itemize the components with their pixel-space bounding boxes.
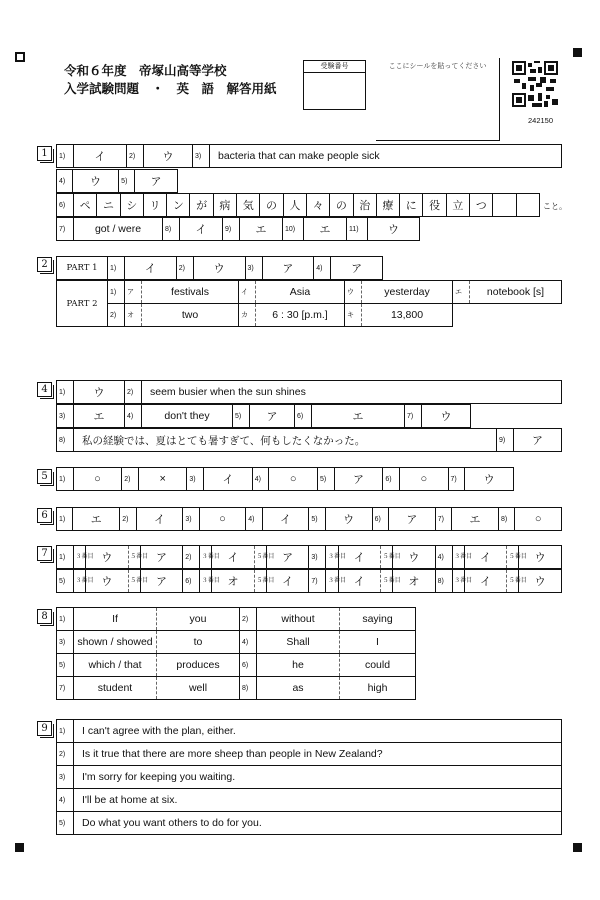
answer-cell[interactable]: ア (250, 405, 295, 428)
answer-cell[interactable]: ア (140, 546, 182, 569)
third-label-text: ３番目 (201, 578, 220, 585)
section-9-number: 9 (37, 721, 52, 736)
q-number: 2) (122, 468, 139, 491)
answer-cell[interactable]: saying (340, 608, 416, 631)
answer-cell[interactable]: イ (338, 570, 380, 593)
q-number: 7) (57, 218, 74, 241)
answer-cell[interactable]: Is it true that there are more sheep than people in New Zealand? (74, 743, 562, 766)
q-number: 4) (240, 631, 257, 654)
blank-key: イ (239, 281, 256, 304)
answer-cell[interactable]: ア (266, 546, 308, 569)
section-7-row-2 (56, 569, 562, 593)
third-label-text: ３番目 (75, 554, 94, 561)
answer-cell[interactable]: オ (212, 570, 254, 593)
q-number: 1) (57, 720, 74, 743)
third-label-text: ３番目 (201, 554, 220, 561)
fifth-label-text: ５番目 (508, 554, 527, 561)
answer-cell[interactable]: 6 : 30 [p.m.] (256, 304, 345, 327)
q-number: 3) (57, 631, 74, 654)
answer-cell[interactable]: well (157, 677, 240, 700)
char-cell[interactable]: ペ (74, 194, 97, 217)
registration-mark-bottom-left (15, 843, 24, 852)
answer-cell[interactable]: ウ (86, 570, 128, 593)
third-label-text: ３番目 (327, 578, 346, 585)
q-number: 5) (317, 468, 334, 491)
third-position-label (200, 546, 220, 569)
q-number: 3) (187, 468, 204, 491)
q-number: 7) (435, 508, 451, 531)
answer-cell[interactable]: I can't agree with the plan, either. (74, 720, 562, 743)
q-number: 4) (125, 405, 142, 428)
q-number: 9) (497, 429, 514, 452)
q-number: 7) (448, 468, 465, 491)
section-5-row (56, 467, 514, 491)
q-number: 8) (498, 508, 514, 531)
char-cell[interactable] (493, 194, 516, 217)
answer-cell[interactable]: ○ (400, 468, 448, 491)
q-number: 5) (233, 405, 250, 428)
q-number: 7) (57, 677, 74, 700)
answer-cell[interactable]: ウ (74, 381, 125, 404)
table-row (57, 743, 562, 766)
section-4-number: 4 (37, 382, 52, 397)
q-number: 2) (240, 608, 257, 631)
answer-cell[interactable]: エ (73, 508, 120, 531)
q-number: 3) (57, 766, 74, 789)
registration-mark-top-left (15, 52, 25, 62)
third-position-label (200, 570, 220, 593)
char-cell[interactable]: 々 (306, 194, 329, 217)
answer-cell[interactable]: you (157, 608, 240, 631)
char-cell[interactable]: の (330, 194, 353, 217)
blank-key: エ (453, 281, 470, 304)
answer-cell[interactable]: 13,800 (362, 304, 453, 327)
answer-cell[interactable]: ウ (325, 508, 372, 531)
registration-mark-top-right (573, 48, 582, 57)
answer-cell[interactable]: エ (74, 405, 125, 428)
answer-cell[interactable]: ○ (269, 468, 317, 491)
table-row (57, 608, 416, 631)
fifth-label-text: ５番目 (382, 578, 401, 585)
answer-cell[interactable]: イ (136, 508, 183, 531)
answer-cell[interactable]: イ (212, 546, 254, 569)
answer-cell[interactable]: ウ (144, 145, 193, 168)
part-2-label: PART 2 (57, 281, 108, 327)
answer-cell[interactable]: without (257, 608, 340, 631)
registration-mark-bottom-right (573, 843, 582, 852)
exam-number-label: 受験番号 (304, 61, 365, 73)
answer-cell[interactable]: ア (514, 429, 562, 452)
answer-cell[interactable]: ア (331, 257, 383, 280)
answer-cell[interactable]: ウ (193, 257, 245, 280)
q-number: 2) (125, 381, 142, 404)
answer-cell[interactable]: bacteria that can make people sick (210, 145, 562, 168)
answer-cell[interactable]: ア (134, 170, 177, 193)
q-number: 1) (57, 508, 73, 531)
q-number: 6) (183, 570, 200, 593)
answer-cell[interactable]: as (257, 677, 340, 700)
third-label-text: ３番目 (327, 554, 346, 561)
section-6-number: 6 (37, 508, 52, 523)
answer-cell[interactable]: yesterday (362, 281, 453, 304)
section-8-table (56, 607, 416, 700)
answer-cell[interactable]: got / were (74, 218, 163, 241)
section-8-number: 8 (37, 609, 52, 624)
q-number: 1) (108, 257, 125, 280)
answer-cell[interactable]: × (138, 468, 186, 491)
answer-cell[interactable]: which / that (74, 654, 157, 677)
char-cell[interactable]: 人 (283, 194, 306, 217)
sticker-label: ここにシールを貼ってください (388, 63, 487, 70)
fifth-label-text: ５番目 (382, 554, 401, 561)
answer-cell[interactable]: could (340, 654, 416, 677)
section-4-row-2 (56, 404, 471, 428)
char-cell[interactable] (516, 194, 539, 217)
fifth-position-label (254, 570, 275, 593)
q-number: 7) (309, 570, 326, 593)
section-1-row-1 (56, 144, 562, 168)
fifth-position-label (128, 546, 149, 569)
table-row (57, 720, 562, 743)
blank-key: ウ (345, 281, 362, 304)
answer-cell[interactable]: ウ (422, 405, 471, 428)
answer-cell[interactable]: ウ (465, 468, 514, 491)
answer-cell[interactable]: ウ (519, 546, 562, 569)
section-1-row-4 (56, 217, 420, 241)
q-number: 2) (108, 304, 125, 327)
fifth-label-text: ５番目 (256, 554, 275, 561)
part-1-label: PART 1 (57, 257, 108, 280)
q-number: 3) (193, 145, 210, 168)
section-7-row-1 (56, 545, 562, 569)
q-number: 1) (57, 468, 74, 491)
q-number: 6) (240, 654, 257, 677)
third-label-text: ３番目 (454, 554, 473, 561)
q-number: 1) (57, 608, 74, 631)
title-line-2: 入学試験問題 ・ 英 語 解答用紙 (64, 81, 277, 96)
table-row (57, 766, 562, 789)
empty-cell (453, 304, 562, 327)
fifth-label-text: ５番目 (130, 578, 149, 585)
q-number: 4) (57, 170, 73, 193)
char-cell[interactable]: 気 (237, 194, 260, 217)
q-number: 5) (57, 654, 74, 677)
table-row (57, 677, 416, 700)
fifth-position-label (507, 570, 527, 593)
q-number: 5) (57, 812, 74, 835)
fifth-position-label (507, 546, 527, 569)
q-number: 6) (372, 508, 388, 531)
title-line-1: 令和６年度 帝塚山高等学校 (64, 63, 227, 78)
answer-cell[interactable]: イ (125, 257, 177, 280)
section-1-row-2 (56, 169, 178, 193)
q-number: 1) (108, 281, 125, 304)
q-number: 9) (223, 218, 240, 241)
answer-cell[interactable]: イ (338, 546, 380, 569)
char-cell[interactable]: が (190, 194, 213, 217)
answer-cell[interactable]: イ (180, 218, 223, 241)
q-number: 2) (120, 508, 136, 531)
answer-cell[interactable]: イ (464, 546, 506, 569)
answer-cell[interactable]: イ (262, 508, 309, 531)
sticker-area (376, 58, 500, 141)
answer-cell[interactable]: 私の経験では、夏はとても暑すぎて、何もしたくなかった。 (74, 429, 497, 452)
blank-key: ア (125, 281, 142, 304)
answer-cell[interactable]: seem busier when the sun shines (142, 381, 562, 404)
table-row (57, 654, 416, 677)
q-number: 4) (57, 789, 74, 812)
answer-cell[interactable]: high (340, 677, 416, 700)
q-number: 4) (252, 468, 269, 491)
answer-cell[interactable]: don't they (142, 405, 233, 428)
char-cell[interactable]: 役 (423, 194, 446, 217)
char-cell[interactable]: の (260, 194, 283, 217)
answer-cell[interactable]: ウ (72, 170, 118, 193)
answer-cell[interactable]: ○ (199, 508, 245, 531)
qr-code-icon (512, 61, 558, 107)
answer-cell[interactable]: ○ (515, 508, 562, 531)
third-position-label (326, 546, 346, 569)
answer-cell[interactable]: ○ (73, 468, 121, 491)
char-cell[interactable]: リ (143, 194, 166, 217)
section-6-row (56, 507, 562, 531)
third-label-text: ３番目 (454, 578, 473, 585)
answer-cell[interactable]: エ (312, 405, 405, 428)
char-cell[interactable]: つ (470, 194, 493, 217)
code-number: 242150 (528, 116, 554, 125)
q-number: 4) (246, 508, 262, 531)
char-cell[interactable]: 治 (353, 194, 376, 217)
blank-key: カ (239, 304, 256, 327)
q-number: 3) (309, 546, 326, 569)
table-row (57, 631, 416, 654)
third-position-label (452, 570, 473, 593)
section-2-part-2 (56, 280, 562, 327)
q-number: 11) (347, 218, 368, 241)
q-number: 1) (57, 546, 74, 569)
third-position-label (73, 570, 94, 593)
char-cell[interactable]: ン (167, 194, 190, 217)
answer-cell[interactable]: ウ (519, 570, 562, 593)
fifth-position-label (381, 546, 401, 569)
answer-cell[interactable]: student (74, 677, 157, 700)
fifth-position-label (381, 570, 401, 593)
q-number: 6) (383, 468, 400, 491)
q-number: 3) (183, 508, 199, 531)
q-number: 10) (283, 218, 304, 241)
answer-cell[interactable]: エ (304, 218, 347, 241)
answer-cell[interactable]: notebook [s] (470, 281, 562, 304)
fifth-label-text: ５番目 (256, 578, 275, 585)
char-cell[interactable]: 立 (446, 194, 469, 217)
answer-cell[interactable]: two (142, 304, 239, 327)
third-position-label (326, 570, 346, 593)
char-cell[interactable]: 病 (213, 194, 236, 217)
answer-cell[interactable]: ア (334, 468, 383, 491)
table-row (57, 812, 562, 835)
char-cell[interactable]: ニ (97, 194, 120, 217)
answer-cell[interactable]: Do what you want others to do for you. (74, 812, 562, 835)
q-number: 8) (163, 218, 180, 241)
q-number: 1) (57, 145, 74, 168)
q-number: 6) (57, 194, 74, 217)
answer-cell[interactable]: If (74, 608, 157, 631)
answer-cell[interactable]: イ (266, 570, 308, 593)
q-number: 6) (295, 405, 312, 428)
third-position-label (452, 546, 473, 569)
q-number: 2) (127, 145, 144, 168)
q-number: 5) (309, 508, 325, 531)
answer-cell[interactable]: ア (388, 508, 435, 531)
answer-cell[interactable]: ア (262, 257, 314, 280)
fifth-label-text: ５番目 (508, 578, 527, 585)
q-number: 8) (57, 429, 74, 452)
section-9-table (56, 719, 562, 835)
q-number: 3) (245, 257, 262, 280)
koto-suffix: こと。 (543, 202, 567, 211)
q-number: 8) (240, 677, 257, 700)
q-number: 7) (405, 405, 422, 428)
exam-number-box[interactable] (303, 60, 366, 110)
answer-cell[interactable]: I'll be at home at six. (74, 789, 562, 812)
answer-cell[interactable]: I (340, 631, 416, 654)
fifth-position-label (128, 570, 149, 593)
section-5-number: 5 (37, 469, 52, 484)
blank-key: キ (345, 304, 362, 327)
answer-cell[interactable]: ウ (368, 218, 420, 241)
q-number: 5) (57, 570, 74, 593)
section-4-row-3 (56, 428, 562, 452)
answer-cell[interactable]: he (257, 654, 340, 677)
section-2-part-1 (56, 256, 383, 280)
section-7-number: 7 (37, 546, 52, 561)
q-number: 2) (183, 546, 200, 569)
answer-cell[interactable]: エ (452, 508, 499, 531)
char-cell[interactable]: 療 (376, 194, 399, 217)
answer-cell[interactable]: I'm sorry for keeping you waiting. (74, 766, 562, 789)
answer-cell[interactable]: shown / showed (74, 631, 157, 654)
blank-key: オ (125, 304, 142, 327)
q-number: 5) (119, 170, 135, 193)
third-position-label (73, 546, 94, 569)
q-number: 1) (57, 381, 74, 404)
q-number: 4) (314, 257, 331, 280)
q-number: 8) (435, 570, 452, 593)
q-number: 2) (176, 257, 193, 280)
answer-cell[interactable]: オ (393, 570, 435, 593)
section-1-row-3 (56, 193, 540, 217)
fifth-label-text: ５番目 (130, 554, 149, 561)
q-number: 4) (435, 546, 452, 569)
answer-cell[interactable]: Asia (256, 281, 345, 304)
answer-cell[interactable]: エ (240, 218, 283, 241)
q-number: 3) (57, 405, 74, 428)
table-row (57, 789, 562, 812)
q-number: 2) (57, 743, 74, 766)
section-1-number: 1 (37, 146, 52, 161)
fifth-position-label (254, 546, 275, 569)
answer-cell[interactable]: produces (157, 654, 240, 677)
third-label-text: ３番目 (75, 578, 94, 585)
answer-cell[interactable]: ウ (86, 546, 128, 569)
section-4-row-1 (56, 380, 562, 404)
answer-cell[interactable]: festivals (142, 281, 239, 304)
answer-cell[interactable]: イ (74, 145, 127, 168)
answer-cell[interactable]: ウ (393, 546, 435, 569)
answer-cell[interactable]: イ (204, 468, 253, 491)
answer-cell[interactable]: Shall (257, 631, 340, 654)
answer-cell[interactable]: ア (140, 570, 182, 593)
char-cell[interactable]: に (400, 194, 423, 217)
answer-cell[interactable]: イ (464, 570, 506, 593)
section-2-number: 2 (37, 257, 52, 272)
char-cell[interactable]: シ (120, 194, 143, 217)
page-title (64, 62, 277, 98)
answer-cell[interactable]: to (157, 631, 240, 654)
